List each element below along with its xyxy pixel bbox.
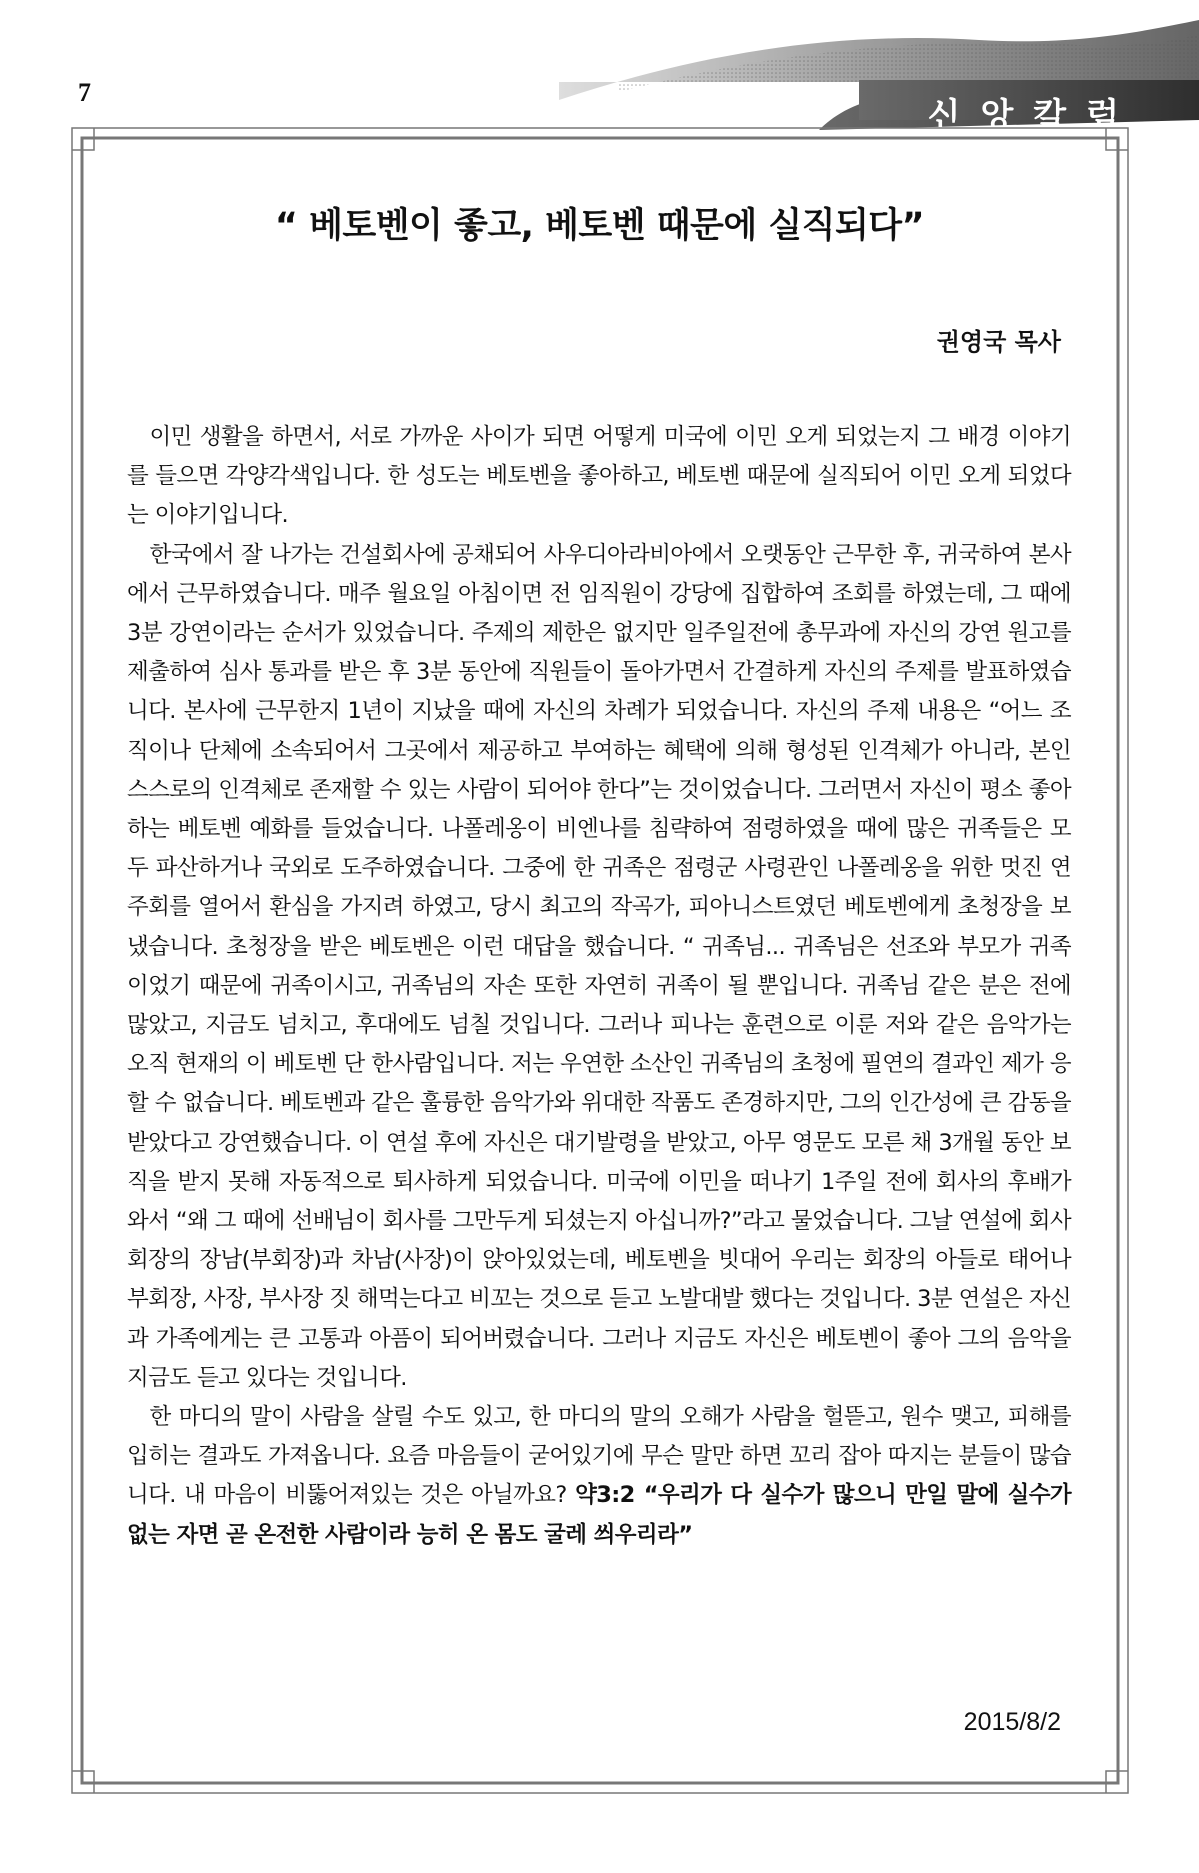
author-name: 권영국 목사 — [936, 328, 1061, 356]
article-body — [127, 418, 1071, 1555]
page-number: 7 — [78, 78, 91, 107]
paragraph-2: 한국에서 잘 나가는 건설회사에 공채되어 사우디아라비아에서 오랫동안 근무한 후, 귀국하여 본사에서 근무하였습니다. 매주 월요일 아침이면 전 임직원이 강당에 집합하여 조회를 하였는데, 그 때에 3분 강연이라는 순서가 있었습니다. 주제의 제한은 없지만 일주일전에 총무과에 자신의 강연 원고를 제출하여 심사 통과를 받은 후 3분 동안에 직원들이 돌아가면서 간결하게 자신의 주제를 발표하였습니다. 본사에 근무한지 1년이 지났을 때에 자신의 차례가 되었습니다. 자신의 주제 내용은 “어느 조직이나 단체에 소속되어서 그곳에서 제공하고 부여하는 혜택에 의해 형성된 인격체가 아니라, 본인 스스로의 인격체로 존재할 수 있는 사람이 되어야 한다”는 것이었습니다. 그러면서 자신이 평소 좋아하는 베토벤 예화를 들었습니다. 나폴레옹이 비엔나를 침략하여 점령하였을 때에 많은 귀족들은 모두 파산하거나 국외로 도주하였습니다. 그중에 한 귀족은 점령군 사령관인 나폴레옹을 위한 멋진 연주회를 열어서 환심을 가지려 하였고, 당시 최고의 작곡가, 피아니스트였던 베토벤에게 초청장을 보냈습니다. 초청장을 받은 베토벤은 이런 대답을 했습니다. “ 귀족님... 귀족님은 선조와 부모가 귀족이었기 때문에 귀족이시고, 귀족님의 자손 또한 자연히 귀족이 될 뿐입니다. 귀족님 같은 분은 전에 많았고, 지금도 넘치고, 후대에도 넘칠 것입니다. 그러나 피나는 훈련으로 이룬 저와 같은 음악가는 오직 현재의 이 베토벤 단 한사람입니다. 저는 우연한 소산인 귀족님의 초청에 필연의 결과인 제가 응할 수 없습니다. 베토벤과 같은 훌륭한 음악가와 위대한 작품도 존경하지만, 그의 인간성에 큰 감동을 받았다고 강연했습니다. 이 연설 후에 자신은 대기발령을 받았고, 아무 영문도 모른 채 3개월 동안 보직을 받지 못해 자동적으로 퇴사하게 되었습니다. 미국에 이민을 떠나기 1주일 전에 회사의 후배가 와서 “왜 그 때에 선배님이 회사를 그만두게 되셨는지 아십니까?”라고 물었습니다. 그날 연설에 회사 회장의 장남(부회장)과 차남(사장)이 앉아있었는데, 베토벤을 빗대어 우리는 회장의 아들로 태어나 부회장, 사장, 부사장 짓 해먹는다고 비꼬는 것으로 듣고 노발대발 했다는 것입니다. 3분 연설은 자신과 가족에게는 큰 고통과 아픔이 되어버렸습니다. 그러나 지금도 자신은 베토벤이 좋아 그의 음악을 지금도 듣고 있다는 것입니다. — [127, 541, 1071, 1391]
scripture-quote: 약3:2 “우리가 다 실수가 많으니 만일 말에 실수가 없는 자면 곧 온전한 사람이라 능히 온 몸도 굴레 씌우리라” — [127, 1482, 1072, 1548]
paragraph-3 — [127, 1398, 1071, 1555]
article-date: 2015/8/2 — [963, 1708, 1061, 1736]
paragraph-3-text: 한 마디의 말이 사람을 살릴 수도 있고, 한 마디의 말의 오해가 사람을 헐뜯고, 원수 맺고, 피해를 입히는 결과도 가져옵니다. 요즘 마음들이 굳어있기에 무슨 말만 하면 꼬리 잡아 따지는 분들이 많습니다. 내 마음이 비뚫어져있는 것은 아닐까요? — [127, 1404, 1071, 1509]
article-title: “ 베토벤이 좋고, 베토벤 때문에 실직되다” — [274, 206, 925, 246]
paragraph-1: 이민 생활을 하면서, 서로 가까운 사이가 되면 어떻게 미국에 이민 오게 되었는지 그 배경 이야기를 들으면 각양각색입니다. 한 성도는 베토벤을 좋아하고, 베토벤 때문에 실직되어 이민 오게 되었다는 이야기입니다. — [127, 424, 1071, 529]
column-title: 신앙칼럼 — [927, 96, 1139, 136]
